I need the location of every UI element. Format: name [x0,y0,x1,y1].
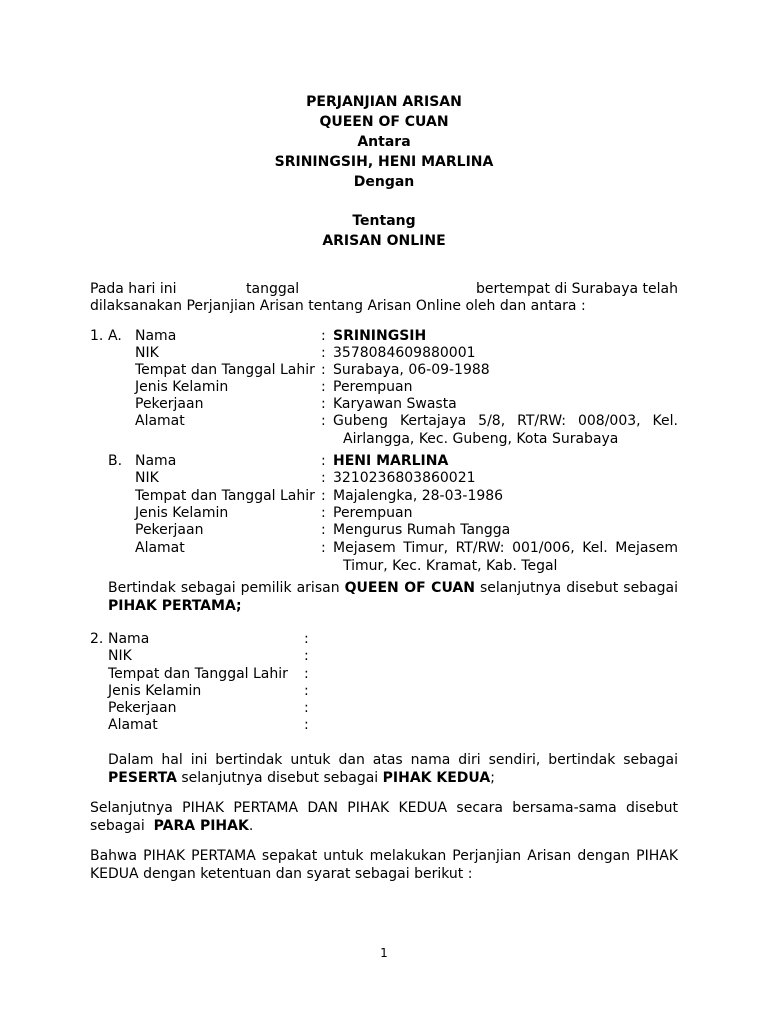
doc-title-antara: Antara [357,134,411,150]
party1-number: 1. [90,328,104,344]
party2-role-text-2: selanjutnya disebut sebagai [181,770,379,786]
party2-label-pekerjaan: Pekerjaan [108,700,177,716]
party1-role-line-1 [108,579,678,597]
party1a-letter: A. [108,328,122,344]
party2-label-ttl: Tempat dan Tanggal Lahir [108,666,288,682]
party1b-label-alamat: Alamat [135,540,185,556]
party1-role-text-1: Bertindak sebagai pemilik arisan [108,580,340,596]
colon: : [321,505,326,521]
party1a-value-nama: SRININGSIH [333,328,427,344]
party1a-label-ttl: Tempat dan Tanggal Lahir [135,362,315,378]
colon: : [321,396,326,412]
para-pihak-paragraph [90,799,678,835]
party1a-alamat-line-2: Airlangga, Kec. Gubeng, Kota Surabaya [343,431,619,447]
bahwa-line-2: KEDUA dengan ketentuan dan syarat sebagai berikut : [90,866,473,882]
colon: : [321,453,326,469]
party2-role-semicolon: ; [490,770,495,786]
colon: : [321,328,326,344]
colon: : [304,631,309,647]
doc-title-topic: ARISAN ONLINE [322,233,446,249]
party1a-label-nik: NIK [135,345,159,361]
colon: : [321,379,326,395]
party1b-value-ttl: Majalengka, 28-03-1986 [333,488,504,504]
doc-title-dengan: Dengan [353,174,415,190]
party2-role-peserta: PESERTA [108,770,177,786]
party1b-value-pekerjaan: Mengurus Rumah Tangga [333,522,511,538]
party2-role-paragraph [108,751,678,787]
colon: : [321,522,326,538]
colon: : [304,683,309,699]
party1b-value-nik: 3210236803860021 [333,470,476,486]
party1b-value-jk: Perempuan [333,505,413,521]
party1b-label-ttl: Tempat dan Tanggal Lahir [135,488,315,504]
colon: : [321,488,326,504]
party1-role-paragraph [108,579,678,615]
doc-title-parties: SRININGSIH, HENI MARLINA [274,154,494,170]
doc-title: PERJANJIAN ARISAN [306,94,462,110]
party1a-label-alamat: Alamat [135,413,185,429]
colon: : [321,413,326,429]
party1a-value-ttl: Surabaya, 06-09-1988 [333,362,490,378]
party1a-label-jk: Jenis Kelamin [135,379,229,395]
party1a-value-jk: Perempuan [333,379,413,395]
party1b-value-alamat [333,539,678,575]
intro-pada-hari-ini: Pada hari ini [90,281,177,297]
colon: : [321,345,326,361]
party1-role-arisan-name: QUEEN OF CUAN [344,580,475,596]
colon: : [304,717,309,733]
party1b-label-pekerjaan: Pekerjaan [135,522,204,538]
para-pihak-sebagai: sebagai [90,818,145,834]
para-pihak-line-2 [90,817,678,835]
party1b-label-nama: Nama [135,453,177,469]
colon: : [321,470,326,486]
party1-role-text-2: selanjutnya disebut sebagai [480,580,679,596]
para-pihak-period: . [248,818,254,834]
para-pihak-bold: PARA PIHAK [153,818,249,834]
colon: : [304,666,309,682]
party1b-alamat-line-1: Mejasem Timur, RT/RW: 001/006, Kel. Mejasem [333,540,678,556]
page-number: 1 [380,946,388,960]
bahwa-line-1: Bahwa PIHAK PERTAMA sepakat untuk melakukan Perjanjian Arisan dengan PIHAK [90,848,678,864]
party1b-label-jk: Jenis Kelamin [135,505,229,521]
colon: : [304,700,309,716]
party1a-value-alamat [333,412,678,448]
party1a-alamat-line-1: Gubeng Kertajaya 5/8, RT/RW: 008/003, Kel. [333,413,678,429]
party2-number: 2. [90,631,104,647]
intro-tanggal: tanggal [246,281,300,297]
party1b-value-nama: HENI MARLINA [333,453,449,469]
colon: : [304,648,309,664]
para-pihak-line-1: Selanjutnya PIHAK PERTAMA DAN PIHAK KEDUA secara bersama-sama disebut [90,800,678,816]
party1-role-pihak-pertama: PIHAK PERTAMA; [108,598,242,614]
party1a-label-nama: Nama [135,328,177,344]
party2-role-line-1: Dalam hal ini bertindak untuk dan atas nama diri sendiri, bertindak sebagai [108,752,678,768]
doc-subtitle-arisan-name: QUEEN OF CUAN [319,114,449,130]
party1a-value-pekerjaan: Karyawan Swasta [333,396,457,412]
party1b-label-nik: NIK [135,470,159,486]
party1b-letter: B. [108,453,123,469]
colon: : [321,540,326,556]
party1a-value-nik: 3578084609880001 [333,345,476,361]
colon: : [321,362,326,378]
doc-title-tentang: Tentang [352,213,416,229]
party2-label-jk: Jenis Kelamin [108,683,202,699]
party2-role-pihak-kedua: PIHAK KEDUA [382,770,491,786]
intro-bertempat: bertempat di Surabaya telah [476,281,678,297]
party2-label-alamat: Alamat [108,717,158,733]
party2-role-line-2 [108,769,678,787]
party2-label-nama: Nama [108,631,150,647]
party1a-label-pekerjaan: Pekerjaan [135,396,204,412]
intro-line-2: dilaksanakan Perjanjian Arisan tentang Arisan Online oleh dan antara : [90,298,586,314]
party2-label-nik: NIK [108,648,132,664]
party1b-alamat-line-2: Timur, Kec. Kramat, Kab. Tegal [343,558,558,574]
bahwa-paragraph [90,847,678,883]
